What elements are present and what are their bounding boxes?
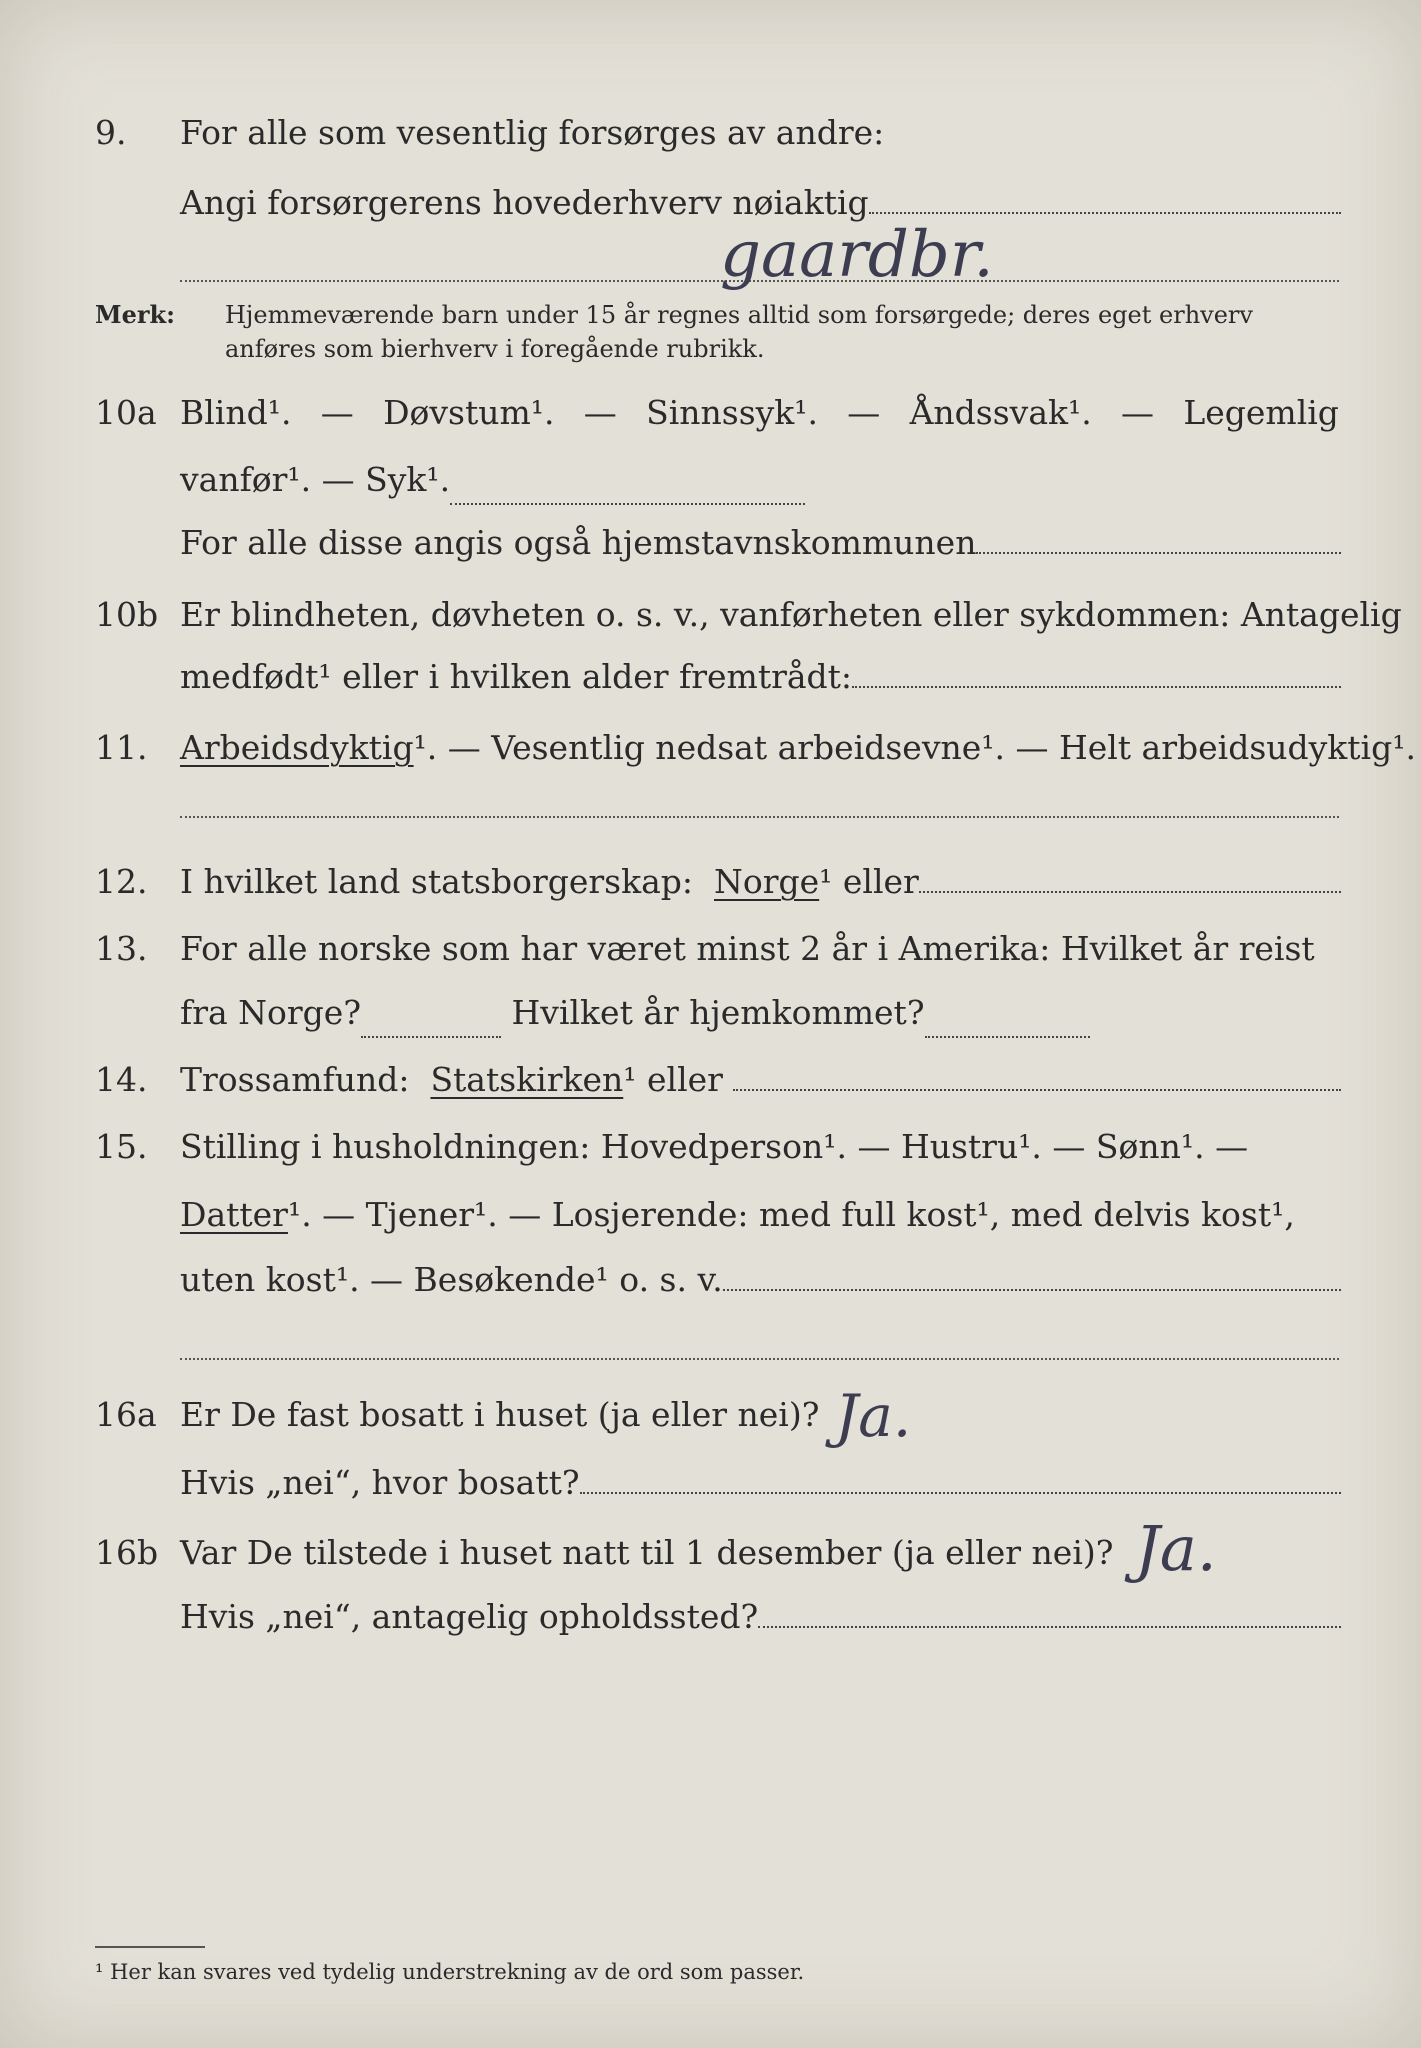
- dash: —: [320, 393, 354, 432]
- question-text: Angi forsørgerens hovederhverv nøiaktig: [180, 183, 869, 222]
- question-text: uten kost¹. — Besøkende¹ o. s. v.: [180, 1260, 723, 1299]
- question-11: [0, 723, 1421, 773]
- question-text: I hvilket land statsborgerskap:: [180, 862, 694, 901]
- underlined-option: Norge: [714, 862, 820, 901]
- question-text: Hvis „nei“, hvor bosatt?: [180, 1463, 580, 1502]
- answer-field[interactable]: [758, 1592, 1341, 1628]
- question-text: ¹ eller: [819, 862, 919, 901]
- question-text: medfødt¹ eller i hvilken alder fremtrådt:: [180, 657, 853, 696]
- dash: —: [583, 393, 617, 432]
- question-10a: [0, 388, 1421, 438]
- answer-field[interactable]: [869, 178, 1341, 214]
- question-text: ¹. — Vesentlig nedsat arbeidsevne¹. — Helt arbeidsudyktig¹.: [413, 728, 1416, 767]
- question-text: vanfør¹. — Syk¹.: [180, 460, 451, 499]
- question-number: 16a: [95, 1395, 157, 1434]
- option-dovstum: Døvstum¹.: [383, 393, 555, 432]
- answer-line[interactable]: [180, 1358, 1339, 1360]
- question-12: [0, 857, 1421, 907]
- question-15: [0, 1122, 1421, 1172]
- question-9-line2: [0, 178, 1421, 228]
- question-text: Stilling i husholdningen: Hovedperson¹. — Hustru¹. — Sønn¹. —: [180, 1127, 1249, 1166]
- question-15-line3: [0, 1255, 1421, 1305]
- question-10b: [0, 590, 1421, 640]
- handwritten-answer: Ja.: [1135, 1512, 1217, 1585]
- question-10b-line2: [0, 652, 1421, 702]
- option-blind: Blind¹.: [180, 393, 292, 432]
- question-text: Hvis „nei“, antagelig opholdssted?: [180, 1597, 759, 1636]
- footnote: ¹ Her kan svares ved tydelig understrekning av de ord som passer.: [95, 1960, 805, 1984]
- question-13: [0, 924, 1421, 974]
- answer-field[interactable]: [723, 1255, 1341, 1291]
- question-text: Hvilket år hjemkommet?: [511, 993, 925, 1032]
- question-16a-line2: [0, 1458, 1421, 1508]
- answer-field[interactable]: [919, 857, 1341, 893]
- question-14: [0, 1055, 1421, 1105]
- answer-field[interactable]: [925, 1002, 1090, 1038]
- question-number: 10b: [95, 595, 159, 634]
- dash: —: [847, 393, 881, 432]
- question-15-line2: [0, 1190, 1421, 1240]
- answer-field[interactable]: [733, 1055, 1341, 1091]
- handwritten-answer: Ja.: [835, 1382, 912, 1450]
- question-16b-line2: [0, 1592, 1421, 1642]
- answer-field[interactable]: [361, 1002, 501, 1038]
- note-label: Merk:: [95, 300, 175, 329]
- answer-field[interactable]: [580, 1458, 1341, 1494]
- question-9: [0, 108, 1421, 158]
- question-number: 11.: [95, 728, 148, 767]
- question-text: ¹. — Tjener¹. — Losjerende: med full kost¹, med delvis kost¹,: [287, 1195, 1295, 1234]
- question-text: For alle disse angis også hjemstavnskommunen: [180, 523, 977, 562]
- question-text: ¹ eller: [623, 1060, 723, 1099]
- question-16a: [0, 1390, 1421, 1440]
- option-legemlig: Legemlig: [1183, 393, 1339, 432]
- note-text: Hjemmeværende barn under 15 år regnes alltid som forsørgede; deres eget erhverv: [225, 301, 1253, 329]
- question-text: Trossamfund:: [180, 1060, 410, 1099]
- answer-line[interactable]: [180, 816, 1339, 818]
- option-sinnssyk: Sinnssyk¹.: [646, 393, 818, 432]
- question-text: fra Norge?: [180, 993, 362, 1032]
- question-number: 14.: [95, 1060, 148, 1099]
- underlined-option: Statskirken: [430, 1060, 624, 1099]
- question-13-line2: [0, 988, 1421, 1038]
- dash: —: [1121, 393, 1155, 432]
- question-number: 10a: [95, 393, 157, 432]
- question-text: Er De fast bosatt i huset (ja eller nei)?: [180, 1395, 820, 1434]
- footnote-rule: [95, 1946, 205, 1948]
- question-10a-line3: [0, 518, 1421, 568]
- question-10a-line2: [0, 455, 1421, 505]
- option-andssvak: Åndssvak¹.: [909, 393, 1092, 432]
- question-text: For alle som vesentlig forsørges av andre:: [180, 113, 885, 152]
- note-text: anføres som bierhverv i foregående rubrikk.: [225, 335, 765, 363]
- question-number: 16b: [95, 1533, 159, 1572]
- underlined-option: Arbeidsdyktig: [180, 728, 414, 767]
- answer-field[interactable]: [450, 469, 805, 505]
- question-text: For alle norske som har været minst 2 år i Amerika: Hvilket år reist: [180, 929, 1315, 968]
- underlined-option: Datter: [180, 1195, 288, 1234]
- handwritten-answer: gaardbr.: [720, 218, 994, 292]
- question-text: Var De tilstede i huset natt til 1 desember (ja eller nei)?: [180, 1533, 1114, 1572]
- answer-field[interactable]: [976, 518, 1341, 554]
- question-number: 12.: [95, 862, 148, 901]
- answer-field[interactable]: [852, 652, 1341, 688]
- question-text: Er blindheten, døvheten o. s. v., vanførheten eller sykdommen: Antagelig: [180, 595, 1402, 634]
- question-number: 15.: [95, 1127, 148, 1166]
- question-number: 9.: [95, 113, 127, 152]
- question-number: 13.: [95, 929, 148, 968]
